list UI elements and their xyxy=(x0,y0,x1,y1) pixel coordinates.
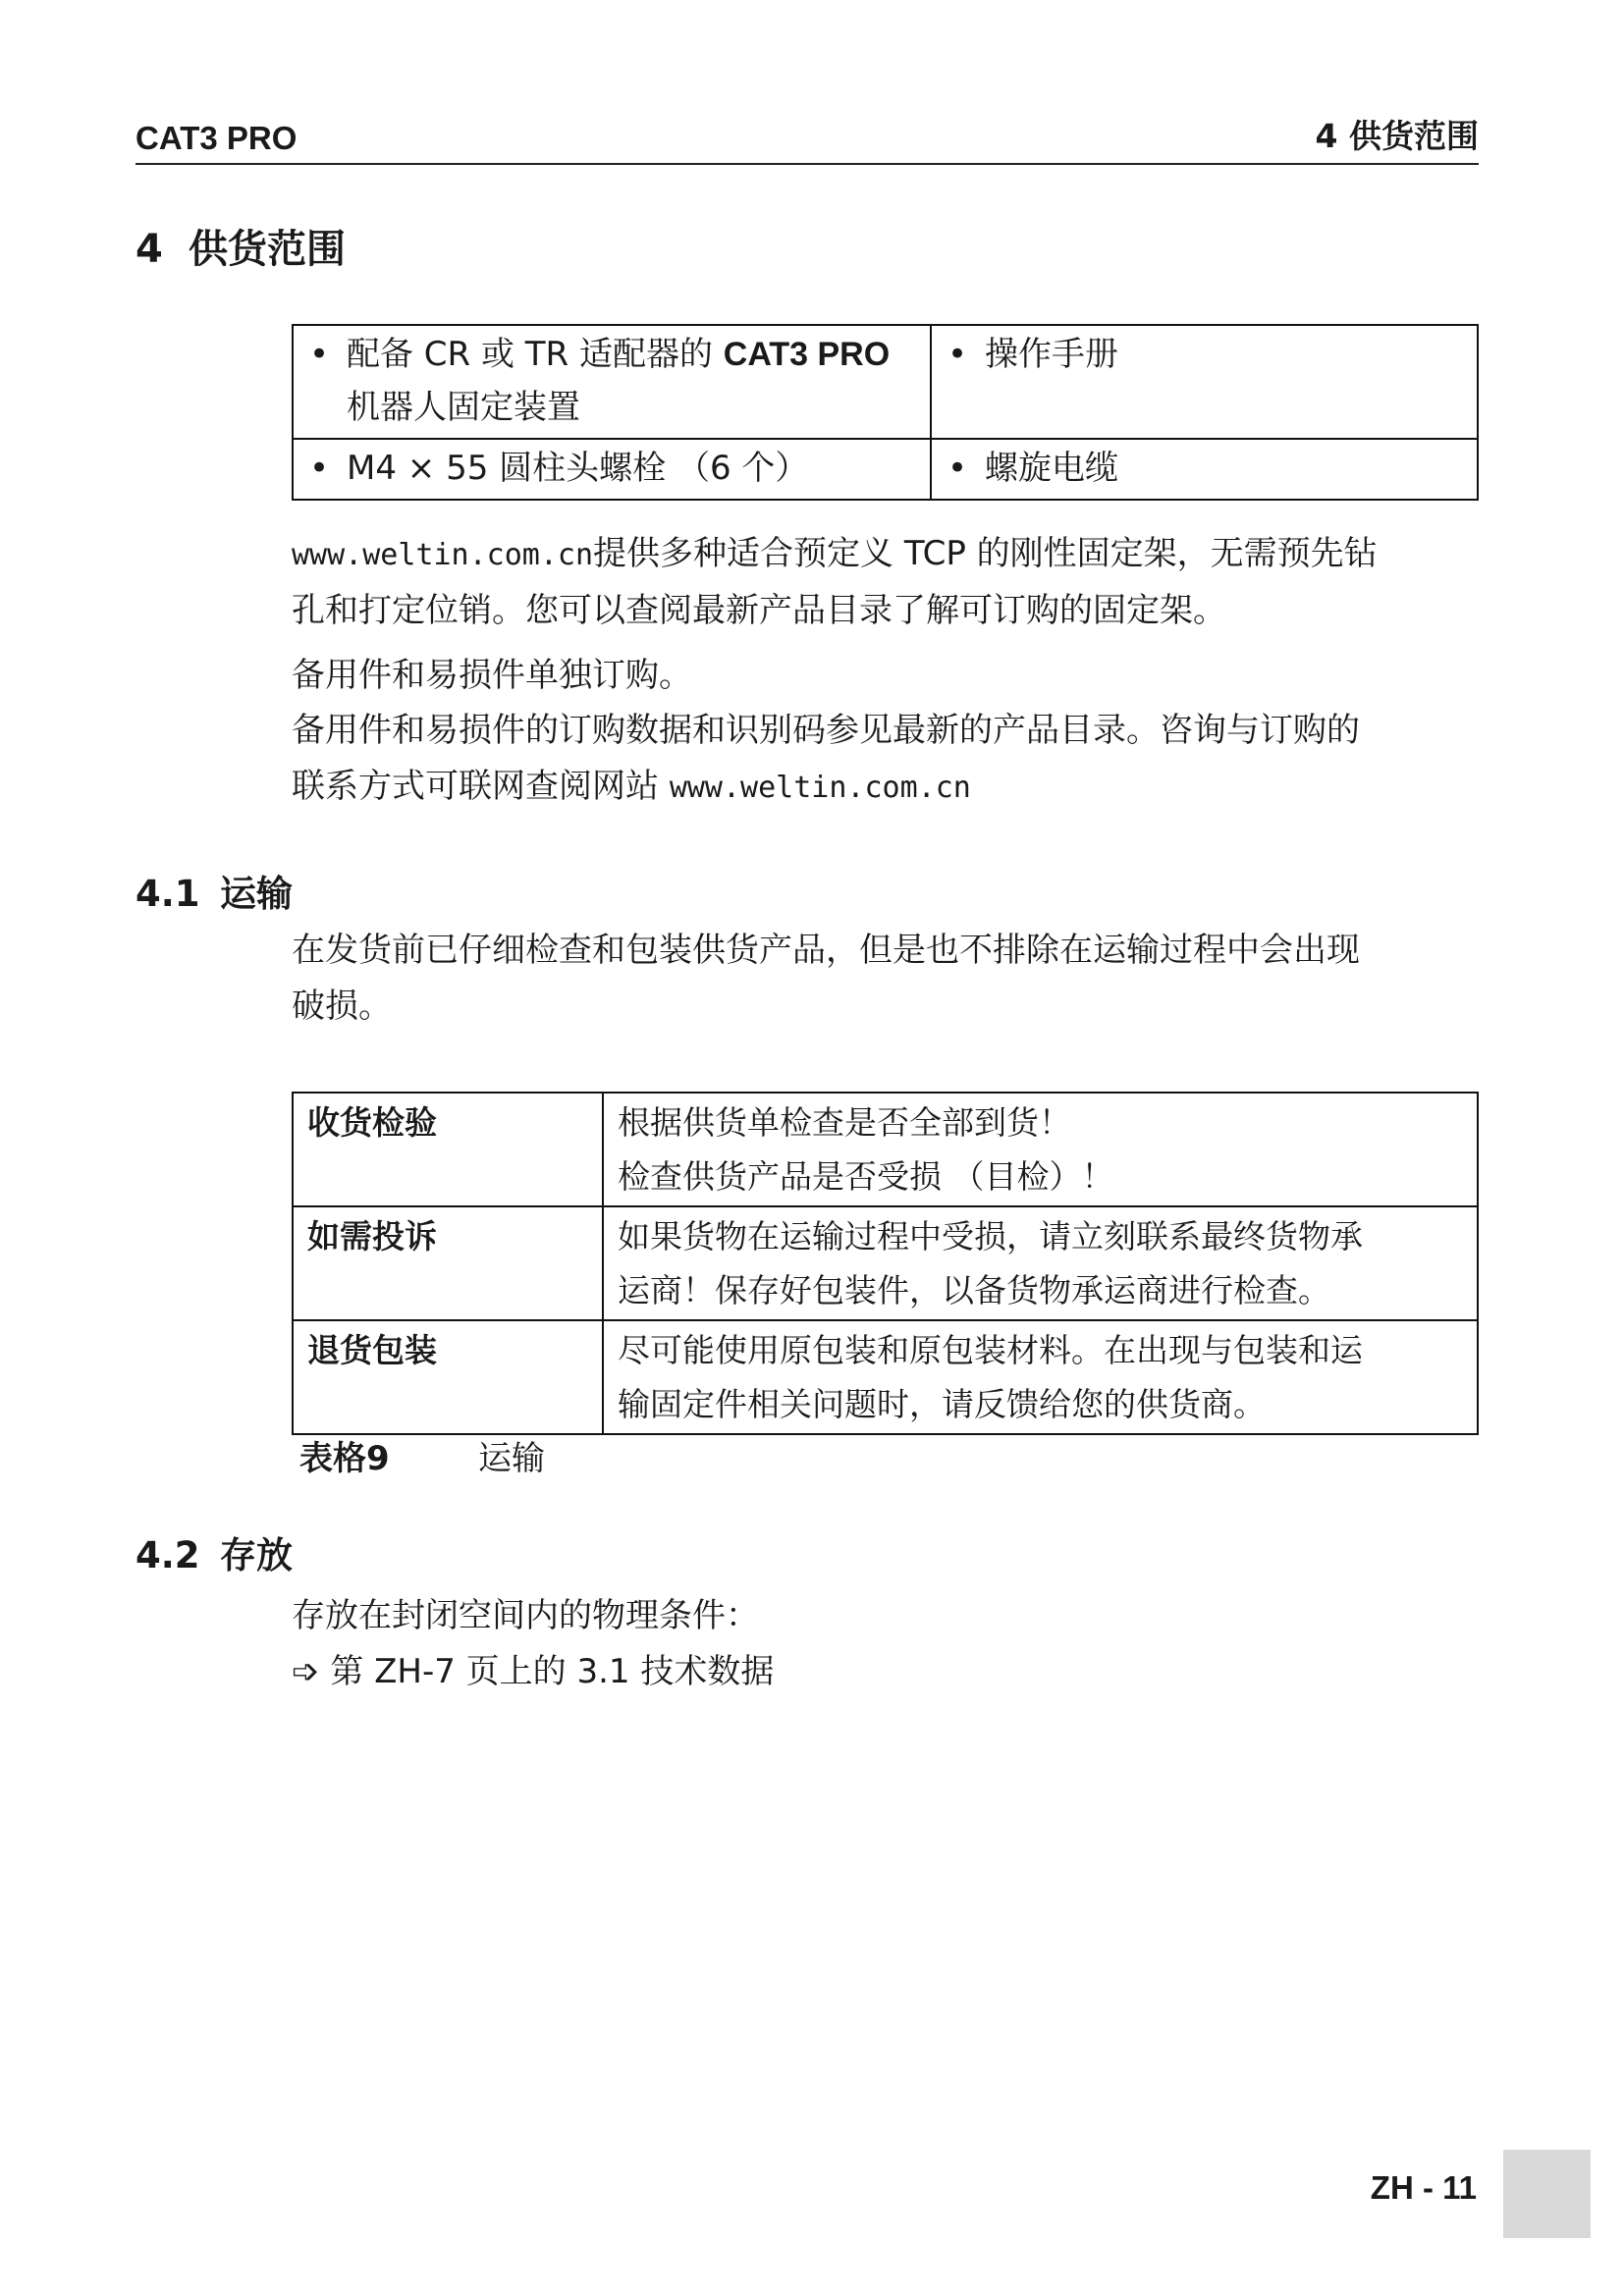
section-4-heading xyxy=(135,218,346,274)
paragraph-text: 联系方式可联网查阅网站 xyxy=(292,767,670,806)
cell-text: 如果货物在运输过程中受损，请立刻联系最终货物承 xyxy=(618,1217,1363,1255)
section-4-1-title: 运输 xyxy=(220,873,293,915)
fixtures-paragraph xyxy=(292,526,1479,639)
table-cell xyxy=(603,1206,1478,1320)
section-4-2-number: 4.2 xyxy=(135,1534,200,1576)
transport-intro xyxy=(292,923,1479,1035)
cell-text: 运商！保存好包装件，以备货物承运商进行检查。 xyxy=(618,1271,1330,1309)
table-row xyxy=(293,1320,1478,1434)
row-label: 收货检验 xyxy=(293,1093,603,1206)
table-caption-text: 运输 xyxy=(478,1439,545,1478)
section-4-2-title: 存放 xyxy=(220,1534,293,1576)
cross-reference-link[interactable]: 第 ZH-7 页上的 3.1 技术数据 xyxy=(330,1652,775,1691)
section-4-number: 4 xyxy=(135,227,163,272)
scope-item-fixture-line2: 机器人固定装置 xyxy=(347,388,580,427)
table-cell xyxy=(931,325,1478,439)
scope-item-fixture-text: 配备 CR 或 TR 适配器的 xyxy=(347,335,724,374)
product-name-bold: CAT3 PRO xyxy=(723,336,891,373)
transport-table xyxy=(292,1092,1479,1435)
page-header xyxy=(135,116,1479,165)
bullet: • xyxy=(947,335,968,374)
table-caption xyxy=(299,1431,545,1479)
section-4-1-number: 4.1 xyxy=(135,873,200,915)
paragraph-text: 在发货前已仔细检查和包装供货产品，但是也不排除在运输过程中会出现 xyxy=(292,931,1360,970)
section-4-2-heading xyxy=(135,1525,293,1578)
scope-item-cable: 螺旋电缆 xyxy=(985,449,1118,488)
scope-of-delivery-table xyxy=(292,324,1479,501)
page-thumb-tab xyxy=(1503,2150,1591,2238)
bullet: • xyxy=(309,449,330,488)
paragraph-text: 存放在封闭空间内的物理条件： xyxy=(292,1596,759,1635)
spare-parts-paragraph: 备用件和易损件单独订购。 xyxy=(292,656,692,695)
scope-item-bolts: M4 × 55 圆柱头螺栓 （6 个） xyxy=(347,449,809,488)
table-cell xyxy=(603,1093,1478,1206)
table-cell xyxy=(931,439,1478,500)
paragraph-text: 备用件和易损件的订购数据和识别码参见最新的产品目录。咨询与订购的 xyxy=(292,711,1360,750)
table-row xyxy=(293,325,1478,439)
ordering-paragraph xyxy=(292,703,1479,816)
cell-text: 尽可能使用原包装和原包装材料。在出现与包装和运 xyxy=(618,1331,1363,1369)
website-link[interactable]: www.weltin.com.cn xyxy=(669,771,971,805)
table-row xyxy=(293,1093,1478,1206)
header-chapter-title: 4 供货范围 xyxy=(1315,117,1479,155)
table-cell xyxy=(293,439,931,500)
page-number: ZH - 11 xyxy=(1370,2169,1477,2206)
cell-text: 检查供货产品是否受损 （目检）！ xyxy=(618,1157,1114,1196)
row-label: 如需投诉 xyxy=(293,1206,603,1320)
bullet: • xyxy=(947,449,968,488)
arrow-right-icon: ➩ xyxy=(292,1652,320,1691)
table-row xyxy=(293,1206,1478,1320)
scope-item-manual: 操作手册 xyxy=(985,335,1118,374)
row-label: 退货包装 xyxy=(293,1320,603,1434)
bullet: • xyxy=(309,335,330,374)
table-cell xyxy=(603,1320,1478,1434)
header-product-name: CAT3 PRO xyxy=(135,120,298,156)
section-4-1-heading xyxy=(135,864,293,917)
cell-text: 输固定件相关问题时，请反馈给您的供货商。 xyxy=(618,1385,1266,1423)
table-caption-label: 表格9 xyxy=(299,1439,390,1478)
table-cell xyxy=(293,325,931,439)
paragraph-text: 破损。 xyxy=(292,987,392,1026)
section-4-title: 供货范围 xyxy=(189,227,346,272)
website-link[interactable]: www.weltin.com.cn xyxy=(292,538,594,572)
storage-paragraph xyxy=(292,1588,1479,1700)
paragraph-text: 提供多种适合预定义 TCP 的刚性固定架，无需预先钻 xyxy=(593,534,1378,573)
cell-text: 根据供货单检查是否全部到货！ xyxy=(618,1103,1071,1142)
table-row xyxy=(293,439,1478,500)
paragraph-text: 孔和打定位销。您可以查阅最新产品目录了解可订购的固定架。 xyxy=(292,591,1226,630)
